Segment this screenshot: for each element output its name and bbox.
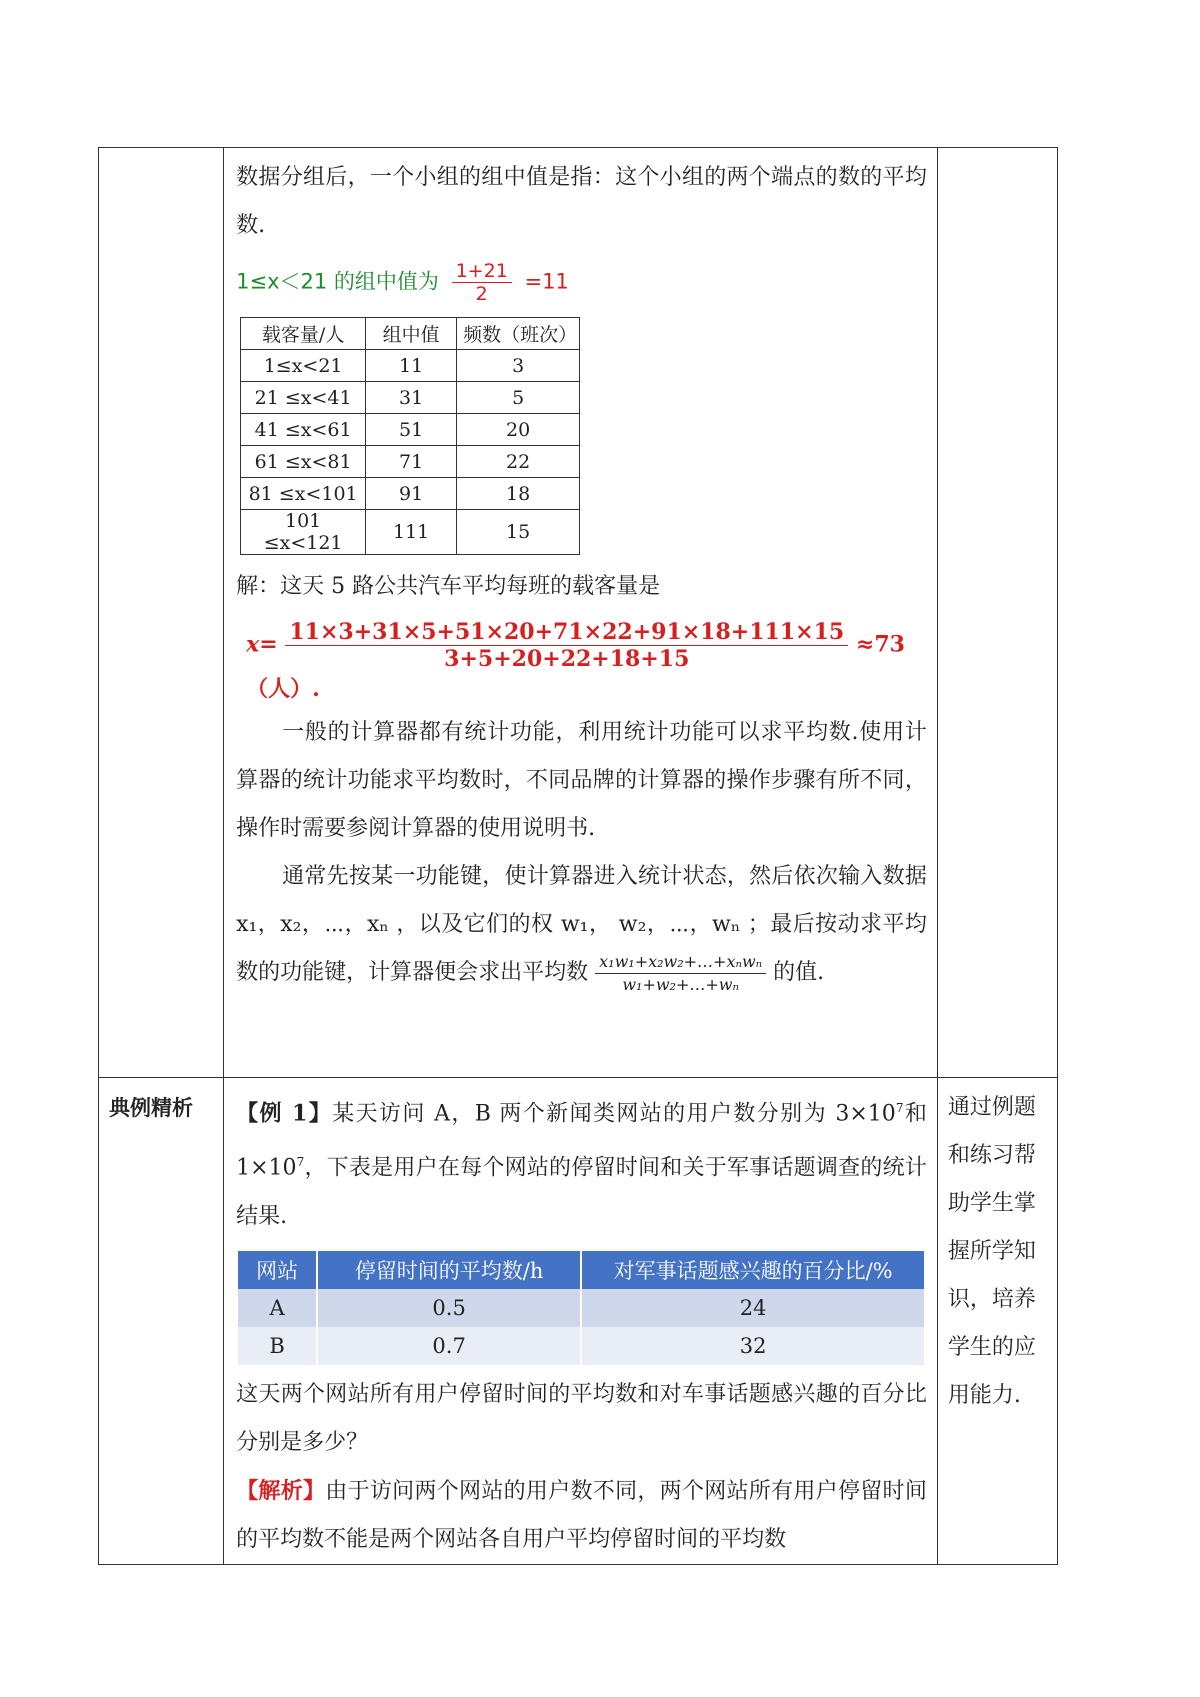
table-cell: 101 ≤x<121 <box>241 510 366 555</box>
website-table <box>238 1251 926 1365</box>
lesson-table <box>98 147 1058 1565</box>
table-cell: 24 <box>581 1289 925 1327</box>
analysis-tag: 【解析】 <box>236 1477 326 1504</box>
header-avg-time: 停留时间的平均数/h <box>317 1251 581 1289</box>
analysis-text: 由于访问两个网站的用户数不同，两个网站所有用户停留时间的平均数不能是两个网站各自用户平均停留时间的平均数 <box>236 1478 927 1552</box>
table-cell: B <box>238 1327 317 1365</box>
example-text-c: ，下表是用户在每个网站的停留时间和关于军事话题调查的统计结果. <box>236 1155 927 1229</box>
table-cell: 31 <box>366 382 457 414</box>
teaching-note: 通过例题和练习帮助学生掌握所学知识，培养学生的应用能力. <box>947 1095 1036 1408</box>
mean-fraction <box>285 619 848 672</box>
table-cell: 22 <box>457 446 580 478</box>
table-cell: 3 <box>457 350 580 382</box>
section1-right-cell <box>937 148 1057 1078</box>
table-cell: 18 <box>457 478 580 510</box>
solution-intro: 解：这天 5 路公共汽车平均每班的载客量是 <box>236 574 661 599</box>
section-row-1 <box>99 148 1058 1078</box>
table-cell: 5 <box>457 382 580 414</box>
table-cell: 0.5 <box>317 1289 581 1327</box>
section2-right-cell <box>937 1078 1057 1565</box>
header-load: 载客量/人 <box>241 318 366 350</box>
table-row <box>238 1327 925 1365</box>
table-cell: 0.7 <box>317 1327 581 1365</box>
example-text-a: 某天访问 A，B 两个新闻类网站的用户数分别为 3×10 <box>332 1101 896 1127</box>
table-cell: 61 ≤x<81 <box>241 446 366 478</box>
midpoint-example <box>236 260 927 305</box>
question-text: 这天两个网站所有用户停留时间的平均数和对车事话题感兴趣的百分比分别是多少？ <box>236 1381 927 1455</box>
section1-left-cell <box>99 148 224 1078</box>
frequency-table <box>240 317 580 555</box>
header-percent: 对军事话题感兴趣的百分比/% <box>581 1251 925 1289</box>
table-row <box>241 414 580 446</box>
table-row <box>238 1289 925 1327</box>
mean-result: ≈73（人）. <box>246 631 905 702</box>
midpoint-example-prefix: 1≤x＜21 的组中值为 <box>236 269 439 294</box>
table-cell: 41 ≤x<61 <box>241 414 366 446</box>
section2-left-cell <box>99 1078 224 1565</box>
weighted-numerator: x₁w₁+x₂w₂+…+xₙwₙ <box>595 951 766 974</box>
table-cell: 71 <box>366 446 457 478</box>
table-cell: 15 <box>457 510 580 555</box>
calculator-paragraph: 一般的计算器都有统计功能，利用统计功能可以求平均数.使用计算器的统计功能求平均数时，不同品牌的计算器的操作步骤有所不同，操作时需要参阅计算器的使用说明书. <box>236 720 927 841</box>
mean-denominator: 3+5+20+22+18+15 <box>444 646 690 672</box>
frequency-table-header <box>241 318 580 350</box>
table-row <box>241 510 580 555</box>
section-label: 典例精析 <box>109 1096 193 1120</box>
midpoint-result: =11 <box>524 269 569 294</box>
table-row <box>241 478 580 510</box>
mean-numerator: 11×3+31×5+51×20+71×22+91×18+111×15 <box>285 619 848 646</box>
weighted-mean-fraction <box>595 951 766 996</box>
table-cell: 81 ≤x<101 <box>241 478 366 510</box>
calculator-steps-end: 的值. <box>773 960 825 985</box>
section2-content <box>224 1078 938 1565</box>
weighted-denominator: w₁+w₂+…+wₙ <box>622 974 739 994</box>
table-cell: 1≤x<21 <box>241 350 366 382</box>
table-row <box>241 446 580 478</box>
calculator-steps-paragraph <box>236 853 927 997</box>
calculator-steps-text: 通常先按某一功能键，使计算器进入统计状态，然后依次输入数据 x₁，x₂，⋯，xₙ ，以及它们的权 w₁， w₂，⋯，wₙ ；最后按动求平均数的功能键，计算器便会求出平均数 <box>236 864 927 985</box>
example-tag: 【例 1】 <box>236 1100 333 1127</box>
mean-formula-lhs: x= <box>246 631 278 658</box>
table-cell: A <box>238 1289 317 1327</box>
section1-content <box>224 148 938 1078</box>
table-cell: 21 ≤x<41 <box>241 382 366 414</box>
table-cell: 20 <box>457 414 580 446</box>
section-row-2 <box>99 1078 1058 1565</box>
analysis-paragraph <box>236 1467 927 1564</box>
table-cell: 11 <box>366 350 457 382</box>
midpoint-denominator: 2 <box>475 283 488 305</box>
table-row <box>241 350 580 382</box>
example-paragraph <box>236 1084 927 1241</box>
table-cell: 111 <box>366 510 457 555</box>
example-text-b: 和 1×10 <box>236 1101 927 1181</box>
midpoint-fraction <box>452 260 512 305</box>
header-frequency: 频数（班次） <box>457 318 580 350</box>
exponent-1: 7 <box>895 1101 904 1115</box>
website-table-header <box>238 1251 925 1289</box>
header-site: 网站 <box>238 1251 317 1289</box>
mean-formula <box>246 619 927 703</box>
midpoint-numerator: 1+21 <box>452 260 512 283</box>
header-midpoint: 组中值 <box>366 318 457 350</box>
table-cell: 91 <box>366 478 457 510</box>
table-cell: 32 <box>581 1327 925 1365</box>
table-row <box>241 382 580 414</box>
midpoint-definition: 数据分组后，一个小组的组中值是指：这个小组的两个端点的数的平均数. <box>236 165 927 238</box>
table-cell: 51 <box>366 414 457 446</box>
exponent-2: 7 <box>296 1155 305 1170</box>
